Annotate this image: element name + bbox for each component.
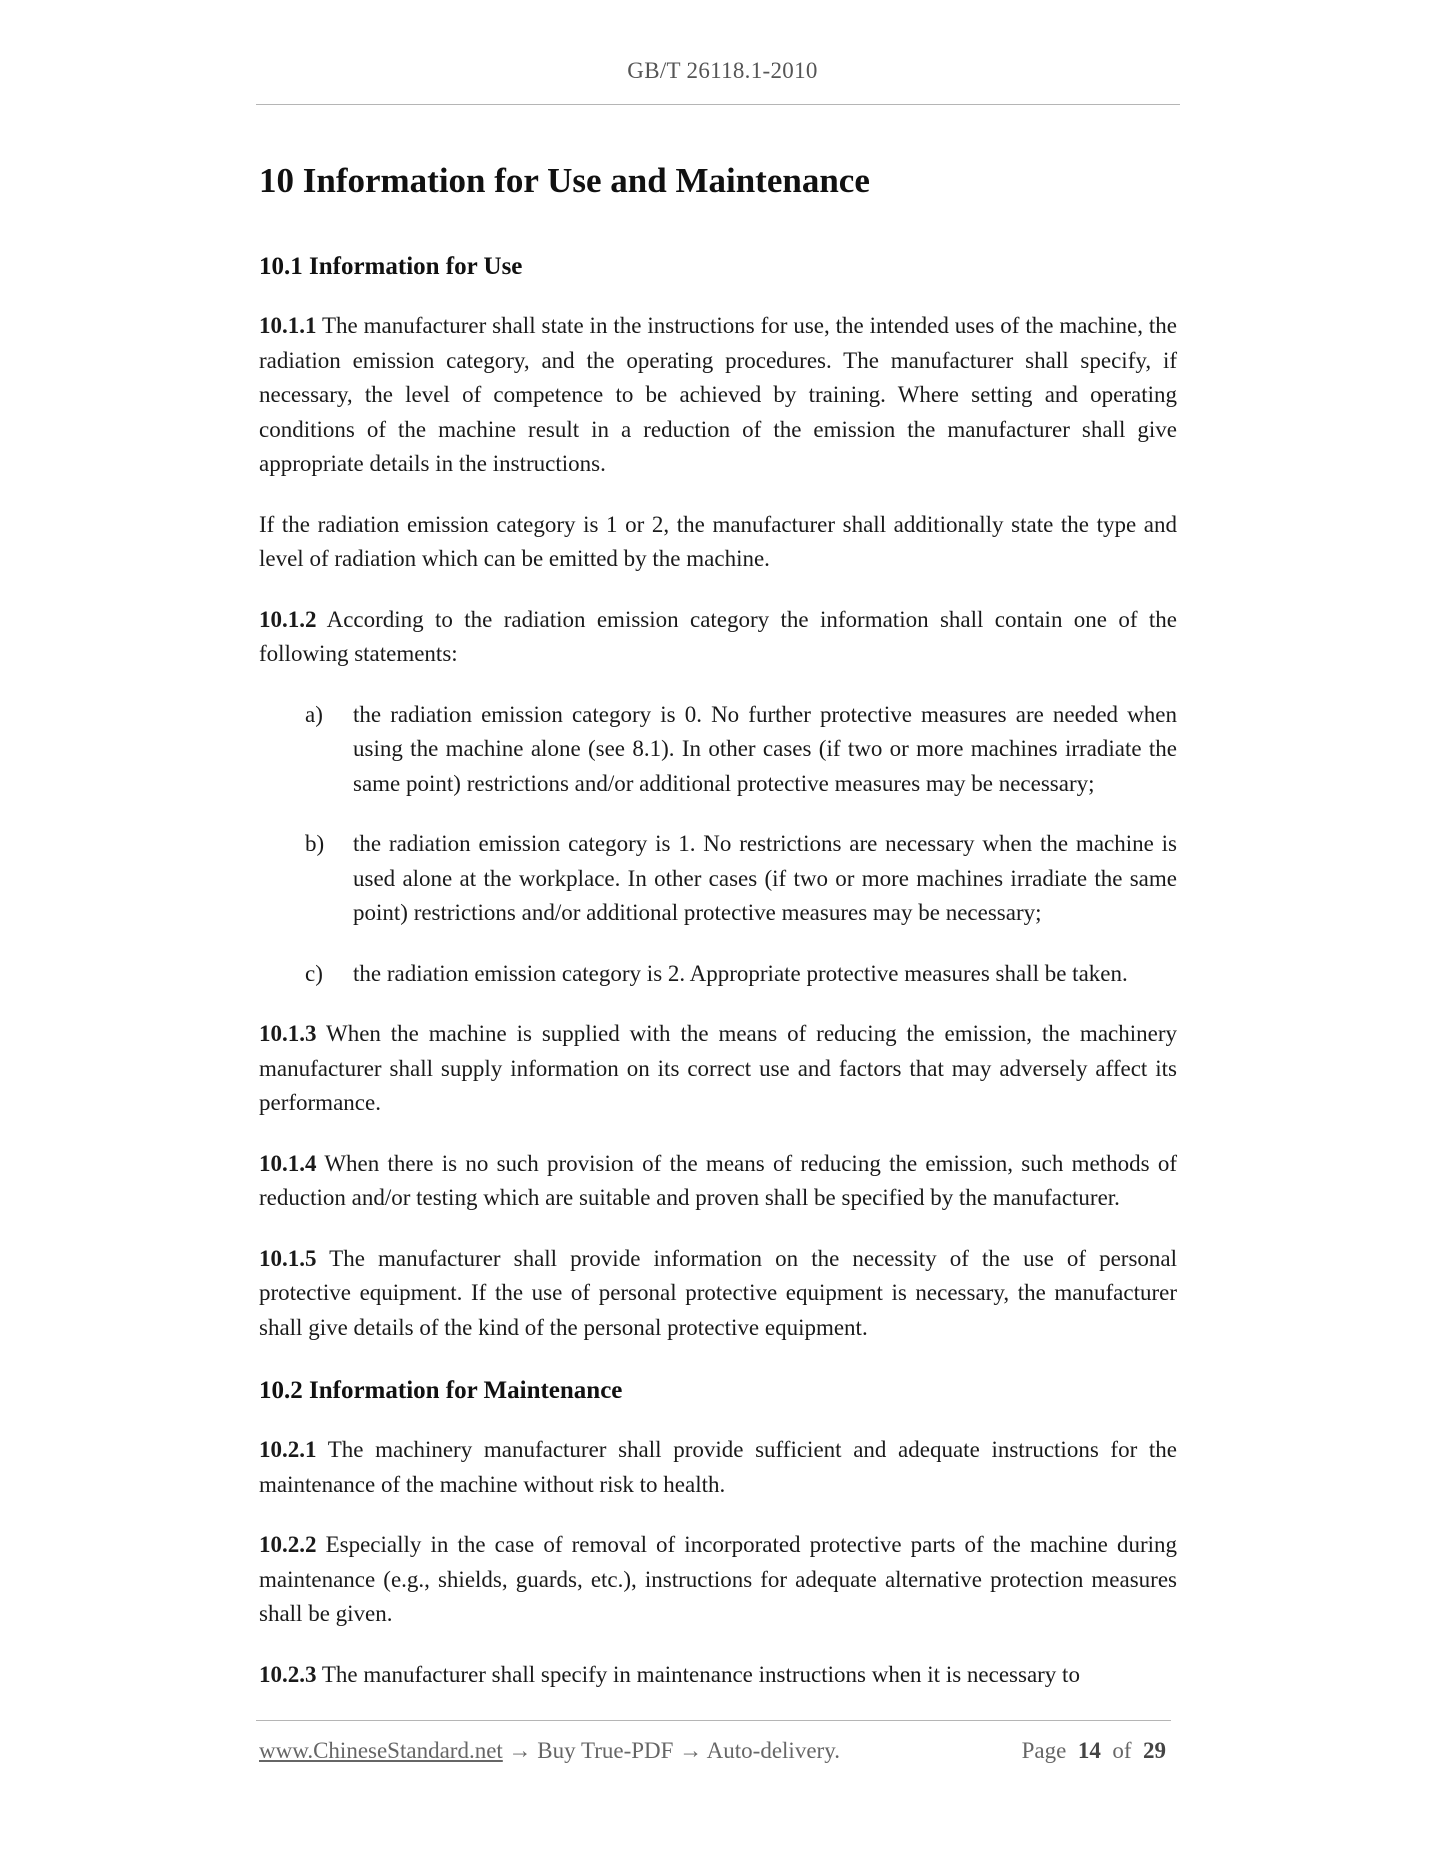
clause-10-1-4 [259, 1147, 1177, 1216]
list-item [259, 698, 1177, 802]
clause-text: The manufacturer shall provide information on the necessity of the use of personal protective equipment. If the use of personal protective equipment is necessary, the manufacturer shall give details of the kind of the personal protective equipment. [259, 1245, 1177, 1340]
list-item [259, 957, 1177, 992]
clause-10-1-1 [259, 309, 1177, 482]
page-content [259, 155, 1177, 1718]
clause-10-2-1 [259, 1433, 1177, 1502]
clause-10-1-1-paragraph-2: If the radiation emission category is 1 or 2, the manufacturer shall additionally state the type and level of radiation which can be emitted by the machine. [259, 511, 1177, 571]
statement-list [259, 698, 1177, 992]
website-link[interactable]: www.ChineseStandard.net [259, 1738, 503, 1763]
clause-10-2-3 [259, 1658, 1177, 1693]
list-marker: b) [305, 831, 325, 856]
clause-number: 10.1.5 [259, 1245, 317, 1271]
clause-number: 10.2.2 [259, 1532, 317, 1557]
list-marker: c) [305, 960, 323, 986]
list-item [259, 827, 1177, 931]
clause-text: When the machine is supplied with the means of reducing the emission, the machinery manufacturer shall supply information on its correct use and factors that may adversely affect its performance. [259, 1021, 1177, 1115]
subsection-title-use: 10.1 Information for Use [259, 253, 523, 280]
clause-number: 10.2.3 [259, 1661, 317, 1687]
arrow-icon: → [502, 1738, 538, 1763]
clause-text: Especially in the case of removal of incorporated protective parts of the machine during maintenance (e.g., shields, guards, etc.), instructions for adequate alternative protection measures shall be given. [259, 1532, 1177, 1626]
header-divider [256, 104, 1180, 105]
list-item-text: the radiation emission category is 2. Appropriate protective measures shall be taken. [353, 960, 1128, 986]
clause-10-1-5 [259, 1242, 1177, 1346]
footer-promo [259, 1738, 840, 1764]
clause-10-2-2 [259, 1528, 1177, 1632]
of-word: of [1112, 1738, 1132, 1763]
clause-text: The machinery manufacturer shall provide sufficient and adequate instructions for the maintenance of the machine without risk to health. [259, 1437, 1177, 1497]
list-item-text: the radiation emission category is 0. No further protective measures are needed when using the machine alone (see 8.1). In other cases (if two or more machines irradiate the same point) restrictions and/or additional protective measures may be necessary; [353, 701, 1177, 796]
clause-text: The manufacturer shall state in the instructions for use, the intended uses of the machine, the radiation emission category, and the operating procedures. The manufacturer shall specify, if necessary, the level of competence to be achieved by training. Where setting and operating conditions of the machine result in a reduction of the emission the manufacturer shall give appropriate details in the instructions. [259, 313, 1177, 476]
current-page: 14 [1077, 1738, 1101, 1763]
section-title: 10 Information for Use and Maintenance [259, 161, 870, 200]
total-pages: 29 [1143, 1738, 1166, 1763]
clause-number: 10.1.3 [259, 1021, 317, 1046]
clause-number: 10.1.1 [259, 313, 317, 338]
clause-text: The manufacturer shall specify in maintenance instructions when it is necessary to [316, 1661, 1080, 1687]
clause-text: When there is no such provision of the means of reducing the emission, such methods of reduction and/or testing which are suitable and proven shall be specified by the manufacturer. [259, 1150, 1177, 1210]
document-header: GB/T 26118.1-2010 [627, 58, 818, 83]
clause-10-1-3 [259, 1017, 1177, 1121]
clause-number: 10.1.4 [259, 1150, 317, 1176]
footer-divider [256, 1720, 1171, 1721]
clause-number: 10.2.1 [259, 1437, 317, 1462]
subsection-title-maintenance: 10.2 Information for Maintenance [259, 1377, 623, 1404]
clause-text: According to the radiation emission category the information shall contain one of the following statements: [259, 606, 1177, 666]
buy-text: Buy True-PDF [537, 1738, 674, 1763]
page-word: Page [1021, 1738, 1067, 1763]
clause-10-1-2 [259, 603, 1177, 672]
arrow-icon: → [673, 1738, 707, 1763]
list-item-text: the radiation emission category is 1. No restrictions are necessary when the machine is used alone at the workplace. In other cases (if two or more machines irradiate the same point) restrictions and/or additional protective measures may be necessary; [353, 831, 1177, 925]
page-indicator [1022, 1738, 1166, 1764]
delivery-text: Auto-delivery. [706, 1738, 840, 1763]
list-marker: a) [305, 701, 323, 727]
clause-number: 10.1.2 [259, 606, 317, 632]
